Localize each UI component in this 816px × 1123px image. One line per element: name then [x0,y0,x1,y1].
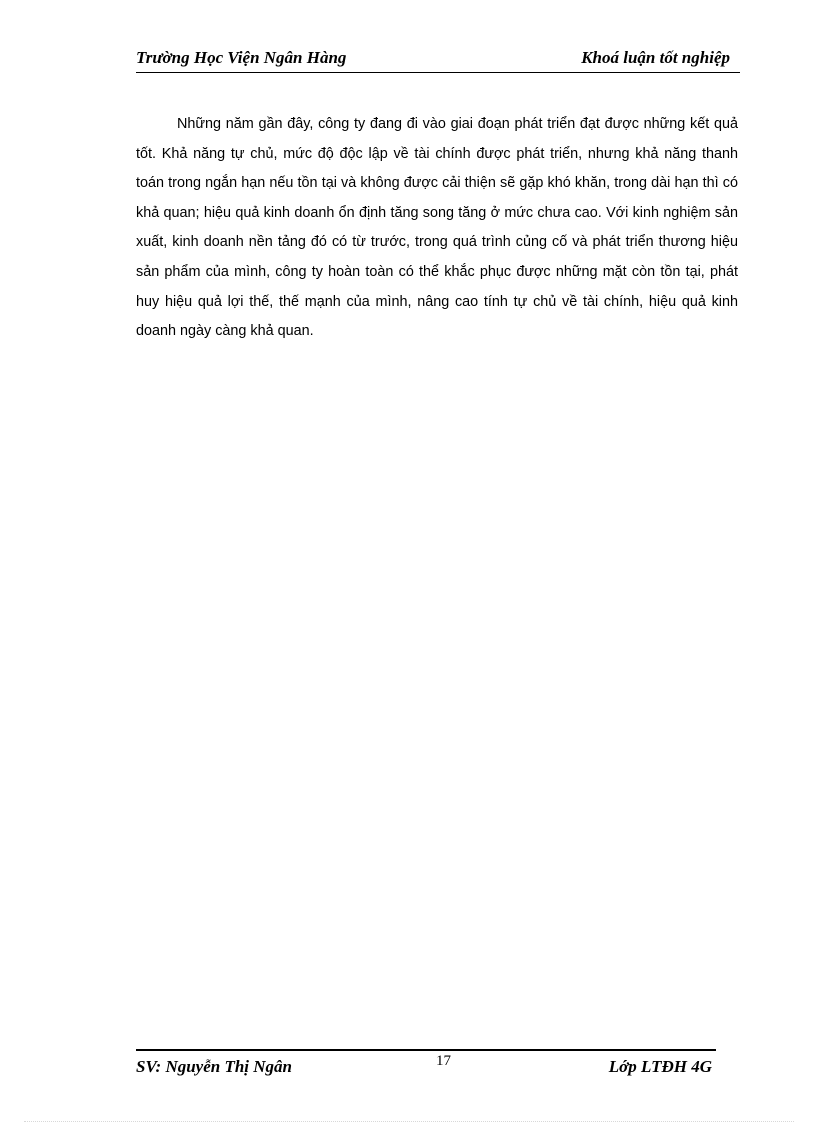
header-document-type: Khoá luận tốt nghiệp [581,48,730,67]
page-header [136,48,740,73]
page-number: 17 [436,1053,451,1069]
footer-student-name: SV: Nguyễn Thị Ngân [136,1057,293,1076]
footer-class-name: Lớp LTĐH 4G [608,1057,712,1076]
page-footer [136,1049,716,1081]
body-paragraph: Những năm gần đây, công ty đang đi vào giai đoạn phát triển đạt được những kết quả tốt. Khả năng tự chủ, mức độ độc lập về tài chính được phát triển, nhưng khả năng thanh toán trong ngắn hạn nếu tồn tại và không được cải thiện sẽ gặp khó khăn, trong dài hạn thì có khả quan; hiệu quả kinh doanh ổn định tăng song tăng ở mức chưa cao. Với kinh nghiệm sản xuất, kinh doanh nền tảng đó có từ trước, trong quá trình củng cố và phát triển thương hiệu sản phẩm của mình, công ty hoàn toàn có thể khắc phục được những mặt còn tồn tại, phát huy hiệu quả lợi thế, thế mạnh của mình, nâng cao tính tự chủ về tài chính, hiệu quả kinh doanh ngày càng khả quan. [136,116,738,340]
page-bottom-divider [24,1121,794,1122]
header-institution: Trường Học Viện Ngân Hàng [136,48,347,67]
